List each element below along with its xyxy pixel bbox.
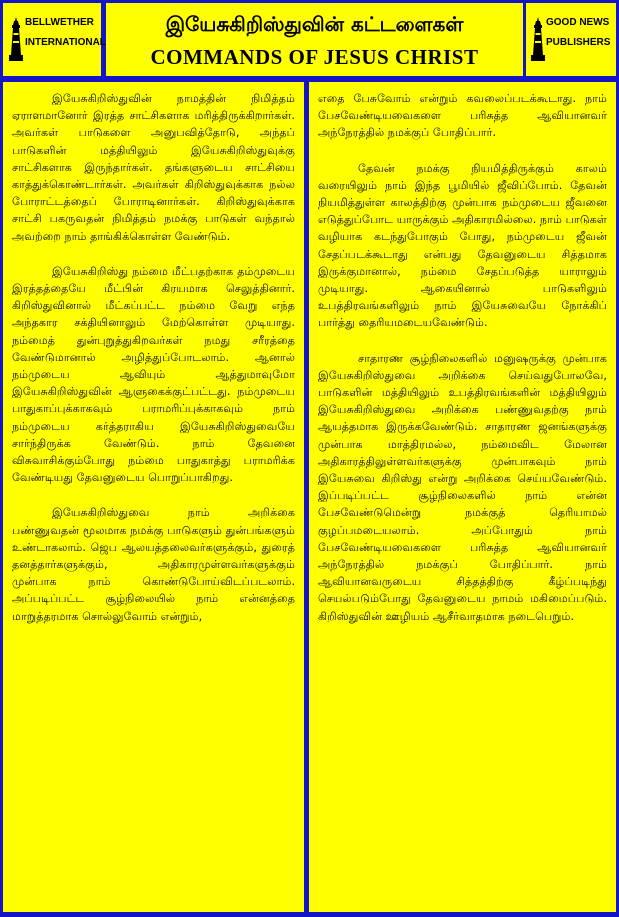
paragraph: இயேசுகிறிஸ்துவை நாம் அறிக்கை பண்ணுவதன் மூலமாக நமக்கு பாடுகளும் துன்பங்களும் உண்டாகலாம். ஜெப ஆலயத்தலைவர்களுக்கும், துரைத் தனத்தார்களுக்கும், அதிகாரமுள்ளவர்களுக்கும் முன்பாக நாம் கொண்டுபோய்விடப்படலாம். அப்படிப்பட்ட சூழ்நிலையில் நாம் என்னத்தை மாறுத்தரமாக சொல்லுவோம் என்றும், — [12, 506, 295, 623]
left-logo-text — [25, 13, 106, 53]
right-logo-line1: GOOD NEWS — [546, 17, 610, 28]
bellwether-logo — [3, 3, 106, 76]
paragraph: சாதாரண சூழ்நிலைகளில் மனுஷருக்கு முன்பாக இயேசுகிறிஸ்துவை அறிக்கை செய்வதுபோலவே, பாடுகளின் மத்தியிலும் உபத்திரவங்களின் மத்தியிலும் இயேசுகிறிஸ்துவை அறிக்கை பண்ணுவதற்கு நாம் ஆயத்தமாக இருக்கவேண்டும். சாதாரண ஜனங்களுக்கு முன்பாக மாத்திரமல்ல, நம்மைவிட மேலான அதிகாரத்திலுள்ளவர்களுக்கு முன்பாகவும் நாம் இயேசுவை கிறிஸ்து என்று அறிக்கை செய்யவேண்டும். இப்படிப்பட்ட சூழ்நிலைகளில் நாம் என்ன பேசவேண்டுமென்று நமக்குத் தெரியாமல் குழப்பமடையலாம். அப்போதும் நாம் பேசவேண்டியவைகளை பரிசுத்த ஆவியானவர் அந்நேரத்தில் நமக்குப் போதிப்பார். நாம் ஆவியானவருடைய சித்தத்திற்கு கீழ்ப்படிந்து செயல்படும்போது தேவனுடைய நாமம் மகிமைப்படும். கிறிஸ்துவின் ஊழியம் ஆசீர்வாதமாக நடைபெறும். — [318, 351, 607, 623]
title-english: COMMANDS OF JESUS CHRIST — [150, 45, 479, 69]
left-logo-line1: BELLWETHER — [25, 17, 94, 28]
title-box — [106, 3, 523, 76]
title-tamil: இயேசுகிறிஸ்துவின் கட்டளைகள் — [165, 12, 464, 36]
right-column — [309, 82, 616, 912]
paragraph: தேவன் நமக்கு நியமித்திருக்கும் காலம் வரையிலும் நாம் இந்த பூமியில் ஜீவிப்போம். தேவன் நியமித்துள்ள காலத்திற்கு முன்பாக நம்முடைய ஜீவனை எடுத்துப்போட யாருக்கும் அதிகாரமில்லை. நாம் பாடுகள் வழியாக கடந்துபோகும் போது, நம்முடைய ஜீவன் சேதப்படக்கூடாது என்பது தேவனுடைய சித்தமாக இருக்குமானால், நம்மை சேதப்படுத்த யாராலும் முடியாது. ஆகையினால் பாடுகளிலும் உபத்திரவங்களிலும் நாம் இயேசுவையே நோக்கிப் பார்த்து தைரியமடையவேண்டும். — [318, 161, 607, 330]
right-logo-text — [546, 13, 610, 53]
lighthouse-icon — [530, 15, 546, 63]
paragraph: இயேசுகிறிஸ்து நம்மை மீட்பதற்காக தம்முடைய இரத்தத்தையே மீட்பின் கிரயமாக செலுத்தினார். கிறிஸ்துவினால் மீட்கப்பட்ட நம்மை வேறு எந்த அந்தகார சக்தியினாலும் மேற்கொள்ள முடியாது. நம்மைத் துன்புறுத்துகிறவர்கள் நமது சரீரத்தை வேண்டுமானால் அழித்துப்போடலாம். ஆனால் நம்முடைய ஆவியும் ஆத்துமாவுமோ இயேசுகிறிஸ்துவின் ஆளுகைக்குட்பட்டது. நம்முடைய பாதுகாப்புக்காகவும் பராமரிப்புக்காகவும் நாம் நம்முடைய கர்த்தராகிய இயேசுகிறிஸ்துவையே சார்ந்திருக்க வேண்டும். நாம் தேவனை விசுவாசிக்கும்போது நம்மை பாதுகாத்து பராமரிக்க வேண்டியது தேவனுடைய பொறுப்பாகிறது. — [12, 264, 295, 485]
lighthouse-icon — [7, 15, 25, 63]
header — [3, 3, 616, 76]
good-news-logo — [526, 3, 616, 76]
paragraph: இயேசுகிறிஸ்துவின் நாமத்தின் நிமித்தம் ஏராளமானோர் இரத்த சாட்சிகளாக மரித்திருக்கிறார்கள். அவர்கள் பாடுகளை அனுபவித்தோடு, அந்தப் பாடுகளின் மத்தியிலும் இயேசுகிறிஸ்துவுக்கு சாட்சிகளாக இருந்தார்கள். தங்களுடைய சாட்சியை காத்துக்கொண்டார்கள். அவர்கள் கிறிஸ்துவுக்காக நல்ல போராட்டத்தைப் போராடினார்கள். கிறிஸ்துவுக்காக சாட்சி பகருவதன் நிமித்தம் நமக்கு பாடுகள் வந்தால் அவற்றை நாம் தாங்கிக்கொள்ள வேண்டும். — [12, 92, 295, 243]
left-column — [3, 82, 304, 912]
paragraph: எதை பேசுவோம் என்றும் கவலைப்படக்கூடாது. நாம் பேசவேண்டியவைகளை பரிசுத்த ஆவியானவர் அந்நேரத்தில் நமக்குப் போதிப்பார். — [318, 92, 607, 140]
left-logo-line2: INTERNATIONAL — [25, 37, 106, 48]
right-logo-line2: PUBLISHERS — [546, 37, 611, 48]
